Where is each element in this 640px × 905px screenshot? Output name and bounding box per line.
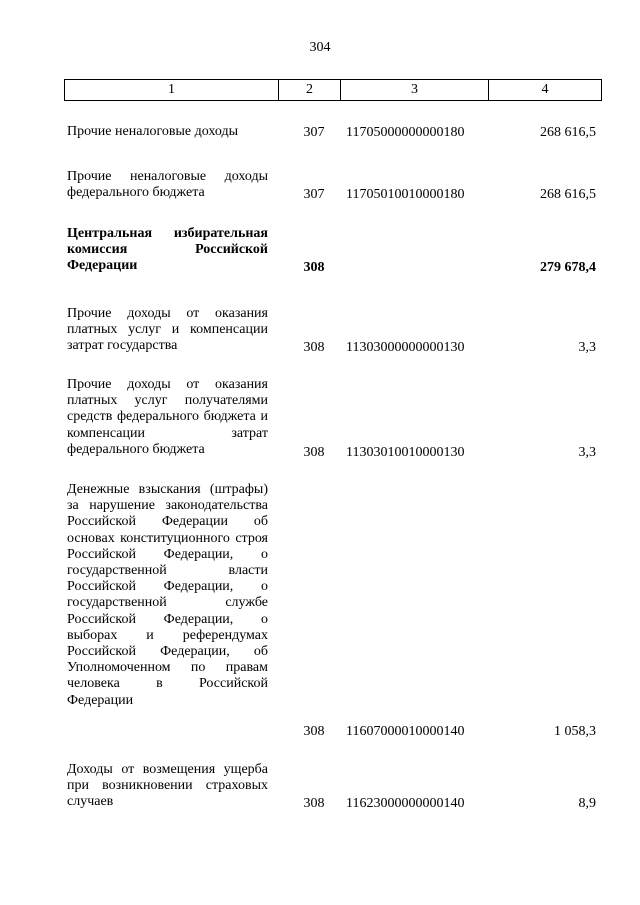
header-col-4: 4 (541, 82, 549, 97)
row-amount: 268 616,5 (540, 124, 596, 140)
page-number: 304 (309, 40, 331, 55)
table-row (0, 169, 640, 203)
header-col-2: 2 (279, 80, 341, 100)
header-col-3: 3 (341, 80, 489, 100)
row-code: 308 (303, 444, 325, 460)
row-code: 308 (303, 259, 325, 275)
row-amount: 8,9 (578, 795, 596, 811)
table-row (0, 124, 640, 141)
row-code: 308 (303, 795, 325, 811)
row-name: Доходы от возмещения ущерба при возникновении страховых случаев (67, 762, 268, 810)
table-row (0, 226, 640, 276)
table-row (0, 306, 640, 356)
table-row (0, 762, 640, 812)
table-header (64, 79, 602, 101)
row-name: Прочие неналоговые доходы (67, 124, 239, 139)
row-code: 307 (303, 186, 325, 202)
table-row (0, 482, 640, 740)
row-kbk: 11607000010000140 (346, 723, 465, 739)
row-kbk: 11303000000000130 (346, 339, 465, 355)
row-amount: 3,3 (578, 339, 596, 355)
row-code: 308 (303, 339, 325, 355)
row-amount: 268 616,5 (540, 186, 596, 202)
row-amount: 3,3 (578, 444, 596, 460)
row-kbk: 11303010010000130 (346, 444, 465, 460)
row-name: Прочие доходы от оказания платных услуг и компенсации затрат государства (67, 306, 268, 354)
row-name: Денежные взыскания (штрафы) за нарушение законодательства Российской Федерации об основах конституционного строя Российской Федерации, о государственной власти Российской Федерации, о государственной службе Российской Федерации, о выборах и референдумах Российской Федерации, об Уполномоченном по правам человека в Российской Федерации (67, 482, 268, 708)
row-kbk: 11705000000000180 (346, 124, 465, 140)
row-kbk: 11705010010000180 (346, 186, 465, 202)
row-amount: 1 058,3 (554, 723, 596, 739)
row-name: Прочие доходы от оказания платных услуг получателями средств федерального бюджета и компенсации затрат федерального бюджета (67, 377, 268, 457)
row-name: Прочие неналоговые доходы федерального бюджета (67, 169, 268, 201)
table-row (0, 377, 640, 461)
row-code: 308 (303, 723, 325, 739)
row-name: Центральная избирательная комиссия Российской Федерации (67, 226, 268, 274)
row-code: 307 (303, 124, 325, 140)
row-amount: 279 678,4 (540, 259, 596, 275)
row-kbk: 11623000000000140 (346, 795, 465, 811)
header-col-1: 1 (65, 80, 279, 100)
